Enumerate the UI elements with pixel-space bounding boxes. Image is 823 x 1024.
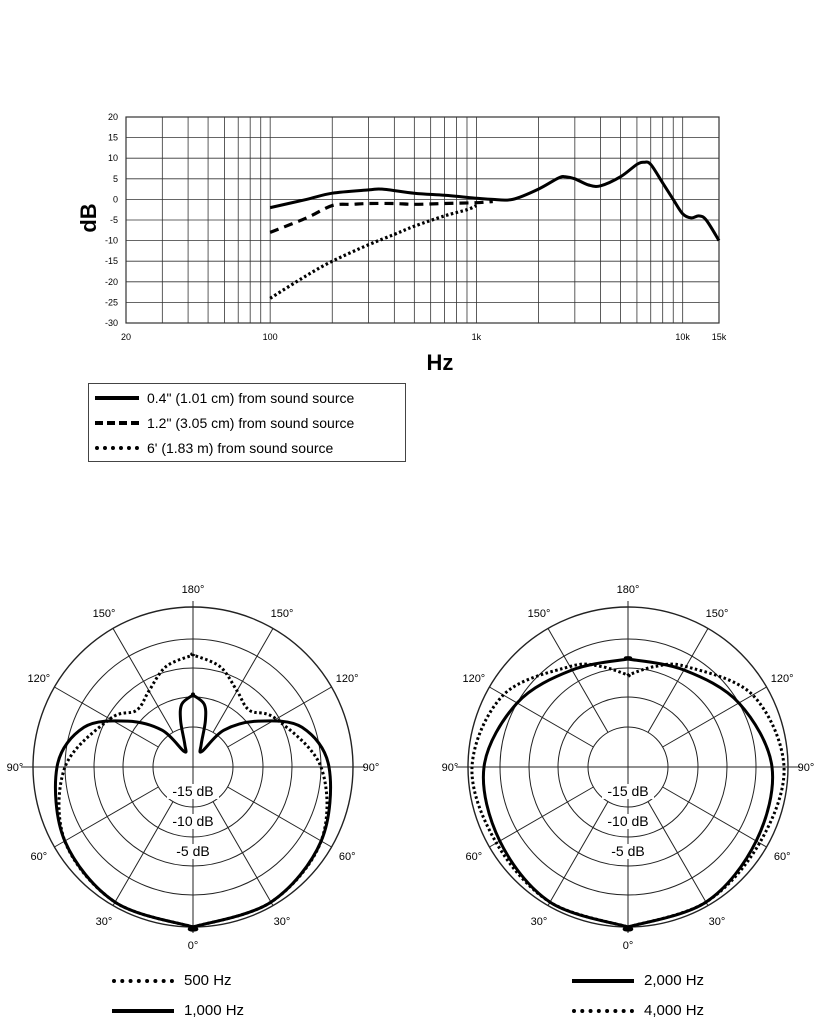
polar-angle-label: 180° xyxy=(616,584,640,596)
polar-ring-label: -5 dB xyxy=(611,843,645,859)
polar-angle-label: 30° xyxy=(273,916,291,929)
response-lines xyxy=(270,162,719,298)
polar-spoke xyxy=(228,787,332,847)
x-tick-label: 10k xyxy=(675,332,690,342)
x-tick-label: 1k xyxy=(471,332,482,342)
y-tick-label: 5 xyxy=(112,173,118,184)
polar-angle-label: 120° xyxy=(335,673,359,685)
polar-plot-left xyxy=(7,584,380,952)
x-tick-label: 20 xyxy=(120,332,132,342)
polar-legend-item xyxy=(572,972,704,989)
y-tick-label: 15 xyxy=(107,132,118,143)
polar-angle-label: 180° xyxy=(181,584,205,596)
y-tick-label: -30 xyxy=(104,318,118,328)
legend-swatch-solid xyxy=(572,979,634,983)
polar-angle-label: 30° xyxy=(708,916,726,929)
response-ticks xyxy=(105,112,727,342)
polar-legend-item xyxy=(572,1002,704,1019)
polar-angle-label: 0° xyxy=(622,940,634,952)
legend-item xyxy=(95,412,354,434)
polar-spoke xyxy=(548,802,608,906)
polar-angle-label: 60° xyxy=(465,851,483,863)
polar-spoke xyxy=(54,787,158,847)
legend-swatch-dotted xyxy=(112,979,174,983)
legend-label: 6' (1.83 m) from sound source xyxy=(147,440,334,456)
polar-spoke xyxy=(113,802,173,906)
polar-spoke xyxy=(648,628,708,732)
polar-angle-label: 150° xyxy=(705,607,729,620)
y-axis-label: dB xyxy=(76,203,101,233)
polar-angle-label: 120° xyxy=(462,673,486,685)
legend-label: 500 Hz xyxy=(184,972,232,989)
legend-swatch-solid xyxy=(112,1009,174,1013)
series-line-solid xyxy=(270,162,719,241)
legend-label: 1.2" (3.05 cm) from sound source xyxy=(147,415,355,431)
polar-angle-label: 150° xyxy=(92,607,116,620)
polar-ring-label: -10 dB xyxy=(172,813,214,829)
y-tick-label: -20 xyxy=(104,276,118,287)
polar-angle-label: 60° xyxy=(338,851,356,863)
polar-spoke xyxy=(548,628,608,732)
polar-angle-label: 120° xyxy=(27,673,51,685)
legend-item xyxy=(95,387,354,409)
polar-angle-label: 90° xyxy=(797,762,815,774)
polar-angle-label: 60° xyxy=(773,851,791,863)
y-tick-label: 0 xyxy=(112,194,118,205)
legend-label: 1,000 Hz xyxy=(184,1002,245,1019)
polar-angle-label: 90° xyxy=(6,762,24,774)
y-tick-label: 20 xyxy=(107,112,118,122)
polar-spoke xyxy=(213,628,273,732)
legend-label: 4,000 Hz xyxy=(644,1002,705,1019)
polar-angle-label: 30° xyxy=(530,916,548,929)
polar-ring-label: -15 dB xyxy=(172,783,214,799)
polar-spoke xyxy=(489,787,593,847)
polar-ring-label: -15 dB xyxy=(607,783,649,799)
legend-label: 0.4" (1.01 cm) from sound source xyxy=(147,390,355,406)
y-tick-label: -10 xyxy=(104,235,118,246)
polar-spoke xyxy=(113,628,173,732)
legend-label: 2,000 Hz xyxy=(644,972,705,989)
polar-spoke xyxy=(648,802,708,906)
x-tick-label: 15k xyxy=(711,332,727,342)
y-tick-label: -5 xyxy=(109,215,118,225)
polar-angle-label: 0° xyxy=(187,940,199,952)
polar-angle-label: 90° xyxy=(441,762,459,774)
polar-angle-label: 90° xyxy=(362,762,380,774)
polar-angle-label: 150° xyxy=(527,607,551,620)
response-grid xyxy=(126,117,719,323)
legend-swatch-dotted xyxy=(95,446,139,450)
polar-legend-item xyxy=(112,972,232,989)
polar-legend-item xyxy=(112,1002,244,1019)
polar-angle-label: 60° xyxy=(30,851,48,863)
y-tick-label: -25 xyxy=(104,297,118,308)
y-tick-label: 10 xyxy=(107,153,118,164)
polar-angle-label: 150° xyxy=(270,607,294,620)
polar-plot-right xyxy=(442,584,815,952)
polar-ring-label: -10 dB xyxy=(607,813,649,829)
polar-ring-label: -5 dB xyxy=(176,843,210,859)
legend-swatch-solid xyxy=(95,396,139,400)
legend-swatch-dashed xyxy=(95,421,139,425)
polar-spoke xyxy=(663,787,767,847)
polar-spoke xyxy=(213,802,273,906)
legend-item xyxy=(95,437,333,459)
polar-angle-label: 120° xyxy=(770,673,794,685)
legend-swatch-dotted xyxy=(572,1009,634,1013)
x-axis-label: Hz xyxy=(426,350,454,375)
series-line-dashed xyxy=(270,202,493,233)
y-tick-label: -15 xyxy=(104,256,118,267)
response-legend xyxy=(88,383,406,462)
polar-angle-label: 30° xyxy=(95,916,113,929)
x-tick-label: 100 xyxy=(262,332,278,342)
